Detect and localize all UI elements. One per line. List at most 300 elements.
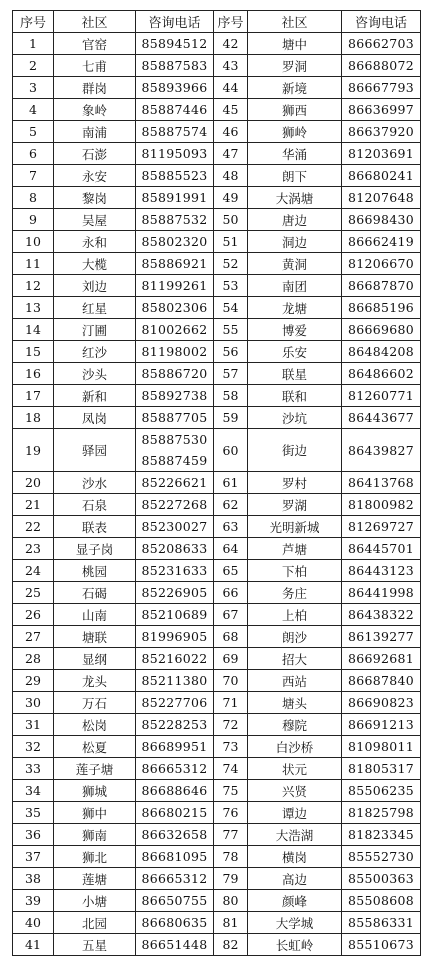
phone-cell: [136, 209, 214, 231]
phone-cell: [342, 187, 421, 209]
index-cell: 51: [214, 231, 248, 253]
community-cell: 华涌: [248, 143, 342, 165]
phone-cell: [342, 868, 421, 890]
phone-number: 85802320: [141, 234, 208, 249]
table-row: [13, 253, 421, 275]
community-cell: 新和: [54, 385, 136, 407]
phone-cell: [342, 934, 421, 956]
phone-number: 86139277: [347, 629, 415, 644]
table-body: [13, 33, 421, 956]
phone-cell: [342, 516, 421, 538]
phone-cell: [342, 648, 421, 670]
phone-number: 86632658: [141, 827, 208, 842]
phone-cell: [342, 33, 421, 55]
phone-number: 85887446: [141, 102, 208, 117]
community-cell: 显子岗: [54, 538, 136, 560]
index-cell: 33: [13, 758, 54, 780]
phone-number: 81269727: [347, 519, 415, 534]
community-cell: 狮北: [54, 846, 136, 868]
phone-number: 81823345: [347, 827, 415, 842]
phone-cell: [136, 187, 214, 209]
phone-cell: [342, 736, 421, 758]
phone-number: 86439827: [347, 442, 415, 458]
table-row: [13, 516, 421, 538]
phone-cell: [342, 275, 421, 297]
index-cell: 12: [13, 275, 54, 297]
header-index-left: 序号: [13, 11, 54, 33]
community-cell: 永和: [54, 231, 136, 253]
community-cell: 红沙: [54, 341, 136, 363]
community-cell: 新境: [248, 77, 342, 99]
community-cell: 横岗: [248, 846, 342, 868]
table-row: [13, 846, 421, 868]
table-row: [13, 868, 421, 890]
phone-number: 86689951: [141, 739, 208, 754]
index-cell: 53: [214, 275, 248, 297]
community-cell: 狮中: [54, 802, 136, 824]
phone-cell: [136, 560, 214, 582]
phone-number: 81199261: [141, 278, 208, 293]
phone-number: 85227706: [141, 695, 208, 710]
phone-cell: [342, 231, 421, 253]
phone-number: 85802306: [141, 300, 208, 315]
community-cell: 谭边: [248, 802, 342, 824]
index-cell: 40: [13, 912, 54, 934]
phone-cell: [136, 429, 214, 472]
table-row: [13, 890, 421, 912]
phone-cell: [136, 121, 214, 143]
phone-number: 86662419: [347, 234, 415, 249]
index-cell: 61: [214, 472, 248, 494]
index-cell: 77: [214, 824, 248, 846]
phone-cell: [342, 780, 421, 802]
index-cell: 26: [13, 604, 54, 626]
phone-cell: [136, 802, 214, 824]
community-cell: 刘边: [54, 275, 136, 297]
index-cell: 27: [13, 626, 54, 648]
table-row: [13, 187, 421, 209]
index-cell: 20: [13, 472, 54, 494]
table-row: [13, 165, 421, 187]
index-cell: 11: [13, 253, 54, 275]
phone-cell: [136, 77, 214, 99]
table-row: [13, 560, 421, 582]
community-cell: 莲塘: [54, 868, 136, 890]
phone-cell: [136, 780, 214, 802]
index-cell: 80: [214, 890, 248, 912]
community-cell: 穆院: [248, 714, 342, 736]
phone-number: 86667793: [347, 80, 415, 95]
phone-cell: [342, 297, 421, 319]
index-cell: 17: [13, 385, 54, 407]
community-cell: 联星: [248, 363, 342, 385]
index-cell: 5: [13, 121, 54, 143]
community-cell: 吴屋: [54, 209, 136, 231]
table-row: [13, 407, 421, 429]
community-cell: 罗村: [248, 472, 342, 494]
phone-cell: [136, 736, 214, 758]
index-cell: 3: [13, 77, 54, 99]
phone-number: 86688072: [347, 58, 415, 73]
index-cell: 48: [214, 165, 248, 187]
table-row: [13, 780, 421, 802]
phone-cell: [136, 824, 214, 846]
phone-cell: [342, 494, 421, 516]
table-row: [13, 55, 421, 77]
phone-number: 85552730: [347, 849, 415, 864]
community-cell: 大涡塘: [248, 187, 342, 209]
table-row: [13, 758, 421, 780]
table-row: [13, 33, 421, 55]
phone-cell: [342, 692, 421, 714]
phone-cell: [342, 99, 421, 121]
index-cell: 31: [13, 714, 54, 736]
phone-cell: [136, 363, 214, 385]
community-cell: 光明新城: [248, 516, 342, 538]
table-row: [13, 341, 421, 363]
phone-number: 86680241: [347, 168, 415, 183]
phone-number: 85228253: [141, 717, 208, 732]
community-cell: 塘中: [248, 33, 342, 55]
phone-number: 86690823: [347, 695, 415, 710]
document-page: [12, 10, 421, 956]
community-cell: 大浩湖: [248, 824, 342, 846]
phone-number: 85885523: [141, 168, 208, 183]
community-cell: 石澎: [54, 143, 136, 165]
phone-cell: [342, 143, 421, 165]
phone-number: 81260771: [347, 388, 415, 403]
index-cell: 49: [214, 187, 248, 209]
phone-number: 86484208: [347, 344, 415, 359]
phone-number: 86486602: [347, 366, 415, 381]
index-cell: 22: [13, 516, 54, 538]
index-cell: 42: [214, 33, 248, 55]
community-cell: 颜峰: [248, 890, 342, 912]
phone-cell: [136, 758, 214, 780]
index-cell: 24: [13, 560, 54, 582]
phone-cell: [136, 99, 214, 121]
table-row: [13, 275, 421, 297]
index-cell: 67: [214, 604, 248, 626]
phone-number: 85887574: [141, 124, 208, 139]
community-cell: 联表: [54, 516, 136, 538]
phone-cell: [342, 385, 421, 407]
index-cell: 64: [214, 538, 248, 560]
phone-cell: [136, 253, 214, 275]
index-cell: 68: [214, 626, 248, 648]
phone-number: 85892738: [141, 388, 208, 403]
table-row: [13, 143, 421, 165]
index-cell: 54: [214, 297, 248, 319]
community-cell: 街边: [248, 429, 342, 472]
index-cell: 10: [13, 231, 54, 253]
index-cell: 75: [214, 780, 248, 802]
index-cell: 15: [13, 341, 54, 363]
phone-cell: [342, 582, 421, 604]
phone-cell: [342, 538, 421, 560]
community-cell: 群岗: [54, 77, 136, 99]
index-cell: 25: [13, 582, 54, 604]
phone-cell: [136, 472, 214, 494]
phone-cell: [136, 714, 214, 736]
community-cell: 沙头: [54, 363, 136, 385]
table-row: [13, 297, 421, 319]
index-cell: 71: [214, 692, 248, 714]
table-row: [13, 99, 421, 121]
community-cell: 松夏: [54, 736, 136, 758]
phone-cell: [136, 341, 214, 363]
table-row: [13, 231, 421, 253]
index-cell: 14: [13, 319, 54, 341]
phone-cell: [342, 55, 421, 77]
index-cell: 2: [13, 55, 54, 77]
phone-cell: [342, 802, 421, 824]
phone-number: 86685196: [347, 300, 415, 315]
phone-cell: [342, 560, 421, 582]
header-community-right: 社区: [248, 11, 342, 33]
header-community-left: 社区: [54, 11, 136, 33]
index-cell: 65: [214, 560, 248, 582]
phone-number: 86692681: [347, 651, 415, 666]
index-cell: 70: [214, 670, 248, 692]
phone-number: 81805317: [347, 761, 415, 776]
table-row: [13, 626, 421, 648]
phone-number: 86669680: [347, 322, 415, 337]
community-cell: 南团: [248, 275, 342, 297]
phone-number: 86438322: [347, 607, 415, 622]
phone-cell: [342, 670, 421, 692]
phone-number: 86698430: [347, 212, 415, 227]
phone-cell: [342, 407, 421, 429]
phone-cell: [136, 934, 214, 956]
community-cell: 洞边: [248, 231, 342, 253]
phone-number: 85208633: [141, 541, 208, 556]
phone-cell: [136, 890, 214, 912]
phone-number: 81203691: [347, 146, 415, 161]
table-row: [13, 802, 421, 824]
index-cell: 58: [214, 385, 248, 407]
phone-number: 85211380: [141, 673, 208, 688]
table-header-row: [13, 11, 421, 33]
community-cell: 状元: [248, 758, 342, 780]
phone-cell: [136, 231, 214, 253]
community-cell: 沙水: [54, 472, 136, 494]
index-cell: 39: [13, 890, 54, 912]
index-cell: 34: [13, 780, 54, 802]
index-cell: 66: [214, 582, 248, 604]
phone-number: 85887583: [141, 58, 208, 73]
phone-cell: [342, 429, 421, 472]
community-cell: 长虹岭: [248, 934, 342, 956]
index-cell: 73: [214, 736, 248, 758]
phone-number: 86441998: [347, 585, 415, 600]
community-cell: 兴贤: [248, 780, 342, 802]
index-cell: 35: [13, 802, 54, 824]
phone-number: 85894512: [141, 36, 208, 51]
community-cell: 芦塘: [248, 538, 342, 560]
community-cell: 大榄: [54, 253, 136, 275]
phone-number: 85506235: [347, 783, 415, 798]
phone-number: 81198002: [141, 344, 208, 359]
community-cell: 塘头: [248, 692, 342, 714]
index-cell: 29: [13, 670, 54, 692]
phone-cell: [136, 912, 214, 934]
index-cell: 82: [214, 934, 248, 956]
phone-number: 85887705: [141, 410, 208, 425]
phone-number: 85231633: [141, 563, 208, 578]
phone-number: 81996905: [141, 629, 208, 644]
community-cell: 狮西: [248, 99, 342, 121]
phone-number: 81195093: [141, 146, 208, 161]
phone-number: 85226905: [141, 585, 208, 600]
phone-number: 86691213: [347, 717, 415, 732]
index-cell: 9: [13, 209, 54, 231]
phone-cell: [136, 407, 214, 429]
community-contact-table: [12, 10, 421, 956]
community-cell: 狮岭: [248, 121, 342, 143]
index-cell: 16: [13, 363, 54, 385]
phone-cell: [342, 912, 421, 934]
index-cell: 32: [13, 736, 54, 758]
table-row: [13, 209, 421, 231]
index-cell: 74: [214, 758, 248, 780]
phone-number: 85226621: [141, 475, 208, 490]
phone-cell: [136, 692, 214, 714]
phone-cell: [342, 253, 421, 275]
community-cell: 五星: [54, 934, 136, 956]
phone-number: 81825798: [347, 805, 415, 820]
phone-cell: [136, 319, 214, 341]
index-cell: 41: [13, 934, 54, 956]
community-cell: 朗沙: [248, 626, 342, 648]
index-cell: 1: [13, 33, 54, 55]
phone-number: 86445701: [347, 541, 415, 556]
table-row: [13, 670, 421, 692]
community-cell: 南浦: [54, 121, 136, 143]
phone-number: 86687870: [347, 278, 415, 293]
community-cell: 大学城: [248, 912, 342, 934]
index-cell: 7: [13, 165, 54, 187]
phone-number: 86413768: [347, 475, 415, 490]
phone-number: 86443123: [347, 563, 415, 578]
phone-cell: [136, 648, 214, 670]
community-cell: 黎岗: [54, 187, 136, 209]
phone-number: 85887459: [141, 453, 208, 468]
table-row: [13, 429, 421, 472]
index-cell: 78: [214, 846, 248, 868]
community-cell: 黄洞: [248, 253, 342, 275]
phone-number: 86687840: [347, 673, 415, 688]
community-cell: 乐安: [248, 341, 342, 363]
phone-cell: [136, 165, 214, 187]
index-cell: 6: [13, 143, 54, 165]
phone-cell: [342, 363, 421, 385]
index-cell: 18: [13, 407, 54, 429]
index-cell: 21: [13, 494, 54, 516]
phone-cell: [136, 494, 214, 516]
table-row: [13, 363, 421, 385]
phone-cell: [136, 516, 214, 538]
phone-number: 86688646: [141, 783, 208, 798]
community-cell: 下柏: [248, 560, 342, 582]
index-cell: 52: [214, 253, 248, 275]
table-row: [13, 934, 421, 956]
phone-number: 86637920: [347, 124, 415, 139]
phone-number: 85887530: [141, 432, 208, 447]
phone-number: 81800982: [347, 497, 415, 512]
community-cell: 龙塘: [248, 297, 342, 319]
community-cell: 象岭: [54, 99, 136, 121]
community-cell: 罗湖: [248, 494, 342, 516]
community-cell: 博爱: [248, 319, 342, 341]
index-cell: 60: [214, 429, 248, 472]
community-cell: 高边: [248, 868, 342, 890]
community-cell: 松岗: [54, 714, 136, 736]
community-cell: 狮南: [54, 824, 136, 846]
phone-cell: [136, 626, 214, 648]
phone-number: 85886921: [141, 256, 208, 271]
table-row: [13, 385, 421, 407]
phone-number: 86665312: [141, 871, 208, 886]
index-cell: 36: [13, 824, 54, 846]
phone-cell: [136, 33, 214, 55]
phone-cell: [342, 846, 421, 868]
table-row: [13, 714, 421, 736]
community-cell: 七甫: [54, 55, 136, 77]
index-cell: 23: [13, 538, 54, 560]
table-row: [13, 604, 421, 626]
phone-number: 86650755: [141, 893, 208, 908]
phone-cell: [342, 604, 421, 626]
phone-number: 86662703: [347, 36, 415, 51]
phone-number: 86681095: [141, 849, 208, 864]
table-row: [13, 472, 421, 494]
table-row: [13, 648, 421, 670]
phone-cell: [342, 824, 421, 846]
phone-number: 81002662: [141, 322, 208, 337]
index-cell: 59: [214, 407, 248, 429]
community-cell: 白沙桥: [248, 736, 342, 758]
phone-cell: [136, 143, 214, 165]
community-cell: 联和: [248, 385, 342, 407]
community-cell: 莲子塘: [54, 758, 136, 780]
phone-cell: [342, 165, 421, 187]
phone-number: 85508608: [347, 893, 415, 908]
community-cell: 官窑: [54, 33, 136, 55]
community-cell: 塘联: [54, 626, 136, 648]
phone-number: 85230027: [141, 519, 208, 534]
phone-cell: [136, 670, 214, 692]
community-cell: 石泉: [54, 494, 136, 516]
table-row: [13, 912, 421, 934]
index-cell: 81: [214, 912, 248, 934]
phone-cell: [136, 538, 214, 560]
table-row: [13, 692, 421, 714]
community-cell: 沙坑: [248, 407, 342, 429]
table-row: [13, 736, 421, 758]
index-cell: 30: [13, 692, 54, 714]
table-row: [13, 824, 421, 846]
index-cell: 4: [13, 99, 54, 121]
table-row: [13, 77, 421, 99]
header-phone-right: 咨询电话: [342, 11, 421, 33]
phone-cell: [342, 341, 421, 363]
index-cell: 37: [13, 846, 54, 868]
community-cell: 龙头: [54, 670, 136, 692]
phone-cell: [342, 121, 421, 143]
index-cell: 38: [13, 868, 54, 890]
community-cell: 上柏: [248, 604, 342, 626]
